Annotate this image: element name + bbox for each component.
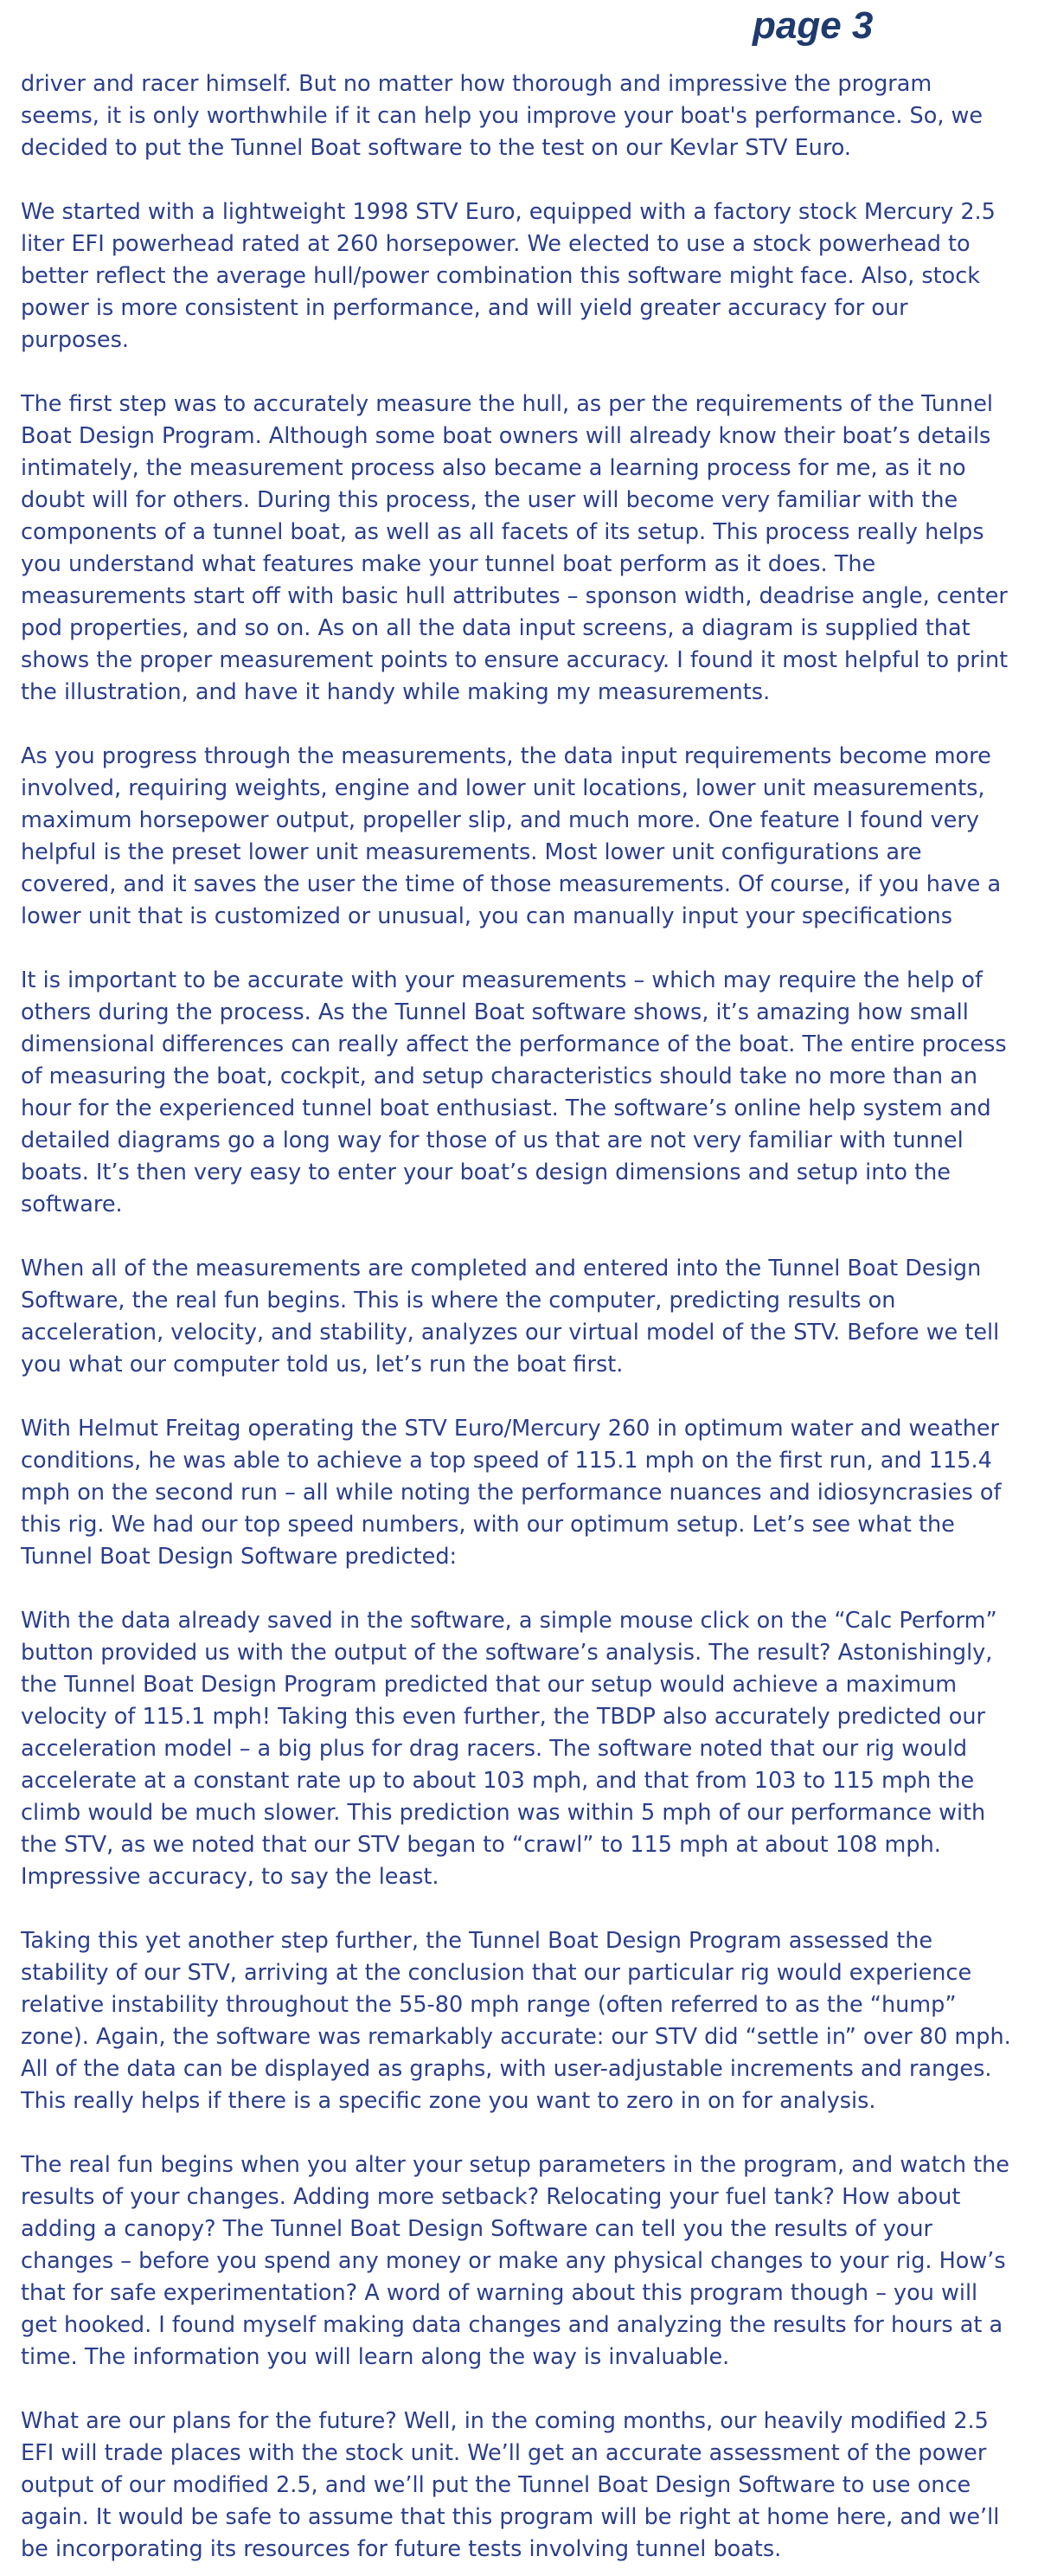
paragraph: driver and racer himself. But no matter how thorough and impressive the program seems, it is only worthwhile if it can help you improve your boat's performance. So, we decided to put the Tunnel Boat software to the test on our Kevlar STV Euro.: [21, 71, 984, 161]
paragraph: The first step was to accurately measure the hull, as per the requirements of the Tunnel Boat Design Program. Although some boat owners will already know their boat’s details intimately, the measurement process also became a learning process for me, as it no doubt will for others. During this process, the user will become very familiar with the components of a tunnel boat, as well as all facets of its setup. This process really helps you understand what features make your tunnel boat perform as it does. The measurements start off with basic hull attributes – sponson width, deadrise angle, center pod properties, and so on. As on all the data input screens, a diagram is supplied that shows the proper measurement points to ensure accuracy. I found it most helpful to print the illustration, and have it handy while making my measurements.: [21, 391, 1009, 705]
page-number-label: page 3: [753, 4, 874, 47]
paragraph: It is important to be accurate with your measurements – which may require the help of others during the process. As the Tunnel Boat software shows, it’s amazing how small dimensional differences can really affect the performance of the boat. The entire process of measuring the boat, cockpit, and setup characteristics should take no more than an hour for the experienced tunnel boat enthusiast. The software’s online help system and detailed diagrams go a long way for those of us that are not very familiar with tunnel boats. It’s then very easy to enter your boat’s design dimensions and setup into the software.: [21, 967, 1007, 1217]
paragraph: The real fun begins when you alter your setup parameters in the program, and watch the results of your changes. Adding more setback? Relocating your fuel tank? How about adding a canopy? The Tunnel Boat Design Software can tell you the results of your changes – before you spend any money or make any physical changes to your rig. How’s that for safe experimentation? A word of warning about this program though – you will get hooked. I found myself making data changes and analyzing the results for hours at a time. The information you will learn along the way is invaluable.: [21, 2152, 1009, 2370]
paragraph: With Helmut Freitag operating the STV Euro/Mercury 260 in optimum water and weather conditions, he was able to achieve a top speed of 115.1 mph on the first run, and 115.4 mph on the second run – all while noting the performance nuances and idiosyncrasies of this rig. We had our top speed numbers, with our optimum setup. Let’s see what the Tunnel Boat Design Software predicted:: [21, 1416, 1002, 1570]
paragraph: Taking this yet another step further, the Tunnel Boat Design Program assessed the stability of our STV, arriving at the conclusion that our particular rig would experience relative instability throughout the 55-80 mph range (often referred to as the “hump” zone). Again, the software was remarkably accurate: our STV did “settle in” over 80 mph. All of the data can be displayed as graphs, with user-adjustable increments and ranges. This really helps if there is a specific zone you want to zero in on for analysis.: [21, 1928, 1011, 2114]
paragraph: With the data already saved in the software, a simple mouse click on the “Calc Perform” button provided us with the output of the software’s analysis. The result? Astonishingly, the Tunnel Boat Design Program predicted that our setup would achieve a maximum velocity of 115.1 mph! Taking this even further, the TBDP also accurately predicted our acceleration model – a big plus for drag racers. The software noted that our rig would accelerate at a constant rate up to about 103 mph, and that from 103 to 115 mph the climb would be much slower. This prediction was within 5 mph of our performance with the STV, as we noted that our STV began to “crawl” to 115 mph at about 108 mph. Impressive accuracy, to say the least.: [21, 1608, 997, 1890]
paragraph: What are our plans for the future? Well, in the coming months, our heavily modified 2.5 EFI will trade places with the stock unit. We’ll get an accurate assessment of the power output of our modified 2.5, and we’ll put the Tunnel Boat Design Software to use once again. It would be safe to assume that this program will be right at home here, and we’ll be incorporating its resources for future tests involving tunnel boats.: [21, 2408, 1000, 2562]
paragraph: We started with a lightweight 1998 STV Euro, equipped with a factory stock Mercury 2.5 liter EFI powerhead rated at 260 horsepower. We elected to use a stock powerhead to better reflect the average hull/power combination this software might face. Also, stock power is more consistent in performance, and will yield greater accuracy for our purposes.: [21, 199, 996, 353]
paragraph: When all of the measurements are completed and entered into the Tunnel Boat Design Software, the real fun begins. This is where the computer, predicting results on acceleration, velocity, and stability, analyzes our virtual model of the STV. Before we tell you what our computer told us, let’s run the boat first.: [21, 1256, 1000, 1378]
paragraph: As you progress through the measurements, the data input requirements become more involved, requiring weights, engine and lower unit locations, lower unit measurements, maximum horsepower output, propeller slip, and much more. One feature I found very helpful is the preset lower unit measurements. Most lower unit configurations are covered, and it saves the user the time of those measurements. Of course, if you have a lower unit that is customized or unusual, you can manually input your specifications: [21, 743, 1002, 929]
article-body: [21, 68, 1014, 2566]
